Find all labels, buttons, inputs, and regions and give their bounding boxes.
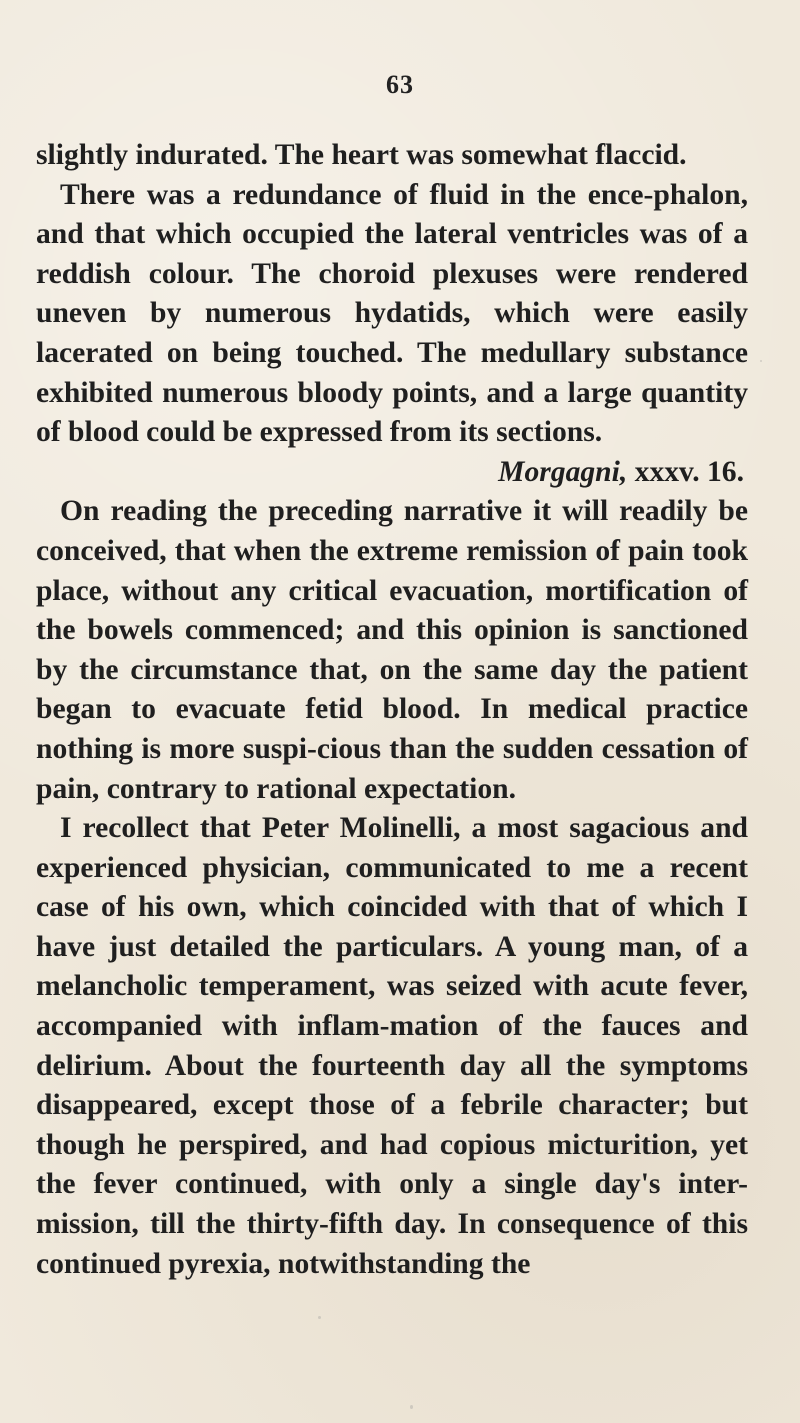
body-text [36,136,748,1284]
paper-speck [760,360,762,362]
paragraph-continuation: slightly indurated. The heart was somewhat flaccid. [36,139,687,171]
paper-speck [318,1316,321,1319]
paragraph-molinelli-case: I recollect that Peter Molinelli, a most sagacious and experienced physician, communicated to me a recent case of his own, which coincided with that of which I have just detailed the particulars. A young man, of a melancholic temperament, was seized with acute fever, accompanied with inflam-mation of the fauces and delirium. About the fourteenth day all the symptoms disappeared, except those of a febrile character; but though he perspired, and had copious micturition, yet the fever continued, with only a single day's inter-mission, till the thirty-fifth day. In consequence of this continued pyrexia, notwithstanding the [36,812,748,1280]
page-number: 63 [386,70,414,99]
citation-reference: xxxv. 16. [627,455,744,488]
paragraph-encephalon: There was a redundance of fluid in the ence-phalon, and that which occupied the lateral ventricles was of a reddish colour. The choroid plexuses were rendered uneven by numerous hydatids, which were easily lacerated on being touched. The medullary substance exhibited numerous bloody points, and a large quantity of blood could be expressed from its sections. [36,178,748,449]
paper-speck [410,1405,413,1409]
citation-author: Morgagni, [498,455,628,488]
paragraph-narrative-commentary: On reading the preceding narrative it will readily be conceived, that when the extreme remission of pain took place, without any critical evacuation, mortification of the bowels commenced; and this opinion is sanctioned by the circumstance that, on the same day the patient began to evacuate fetid blood. In medical practice nothing is more suspi-cious than the sudden cessation of pain, contrary to rational expectation. [36,495,748,805]
citation [36,453,748,493]
